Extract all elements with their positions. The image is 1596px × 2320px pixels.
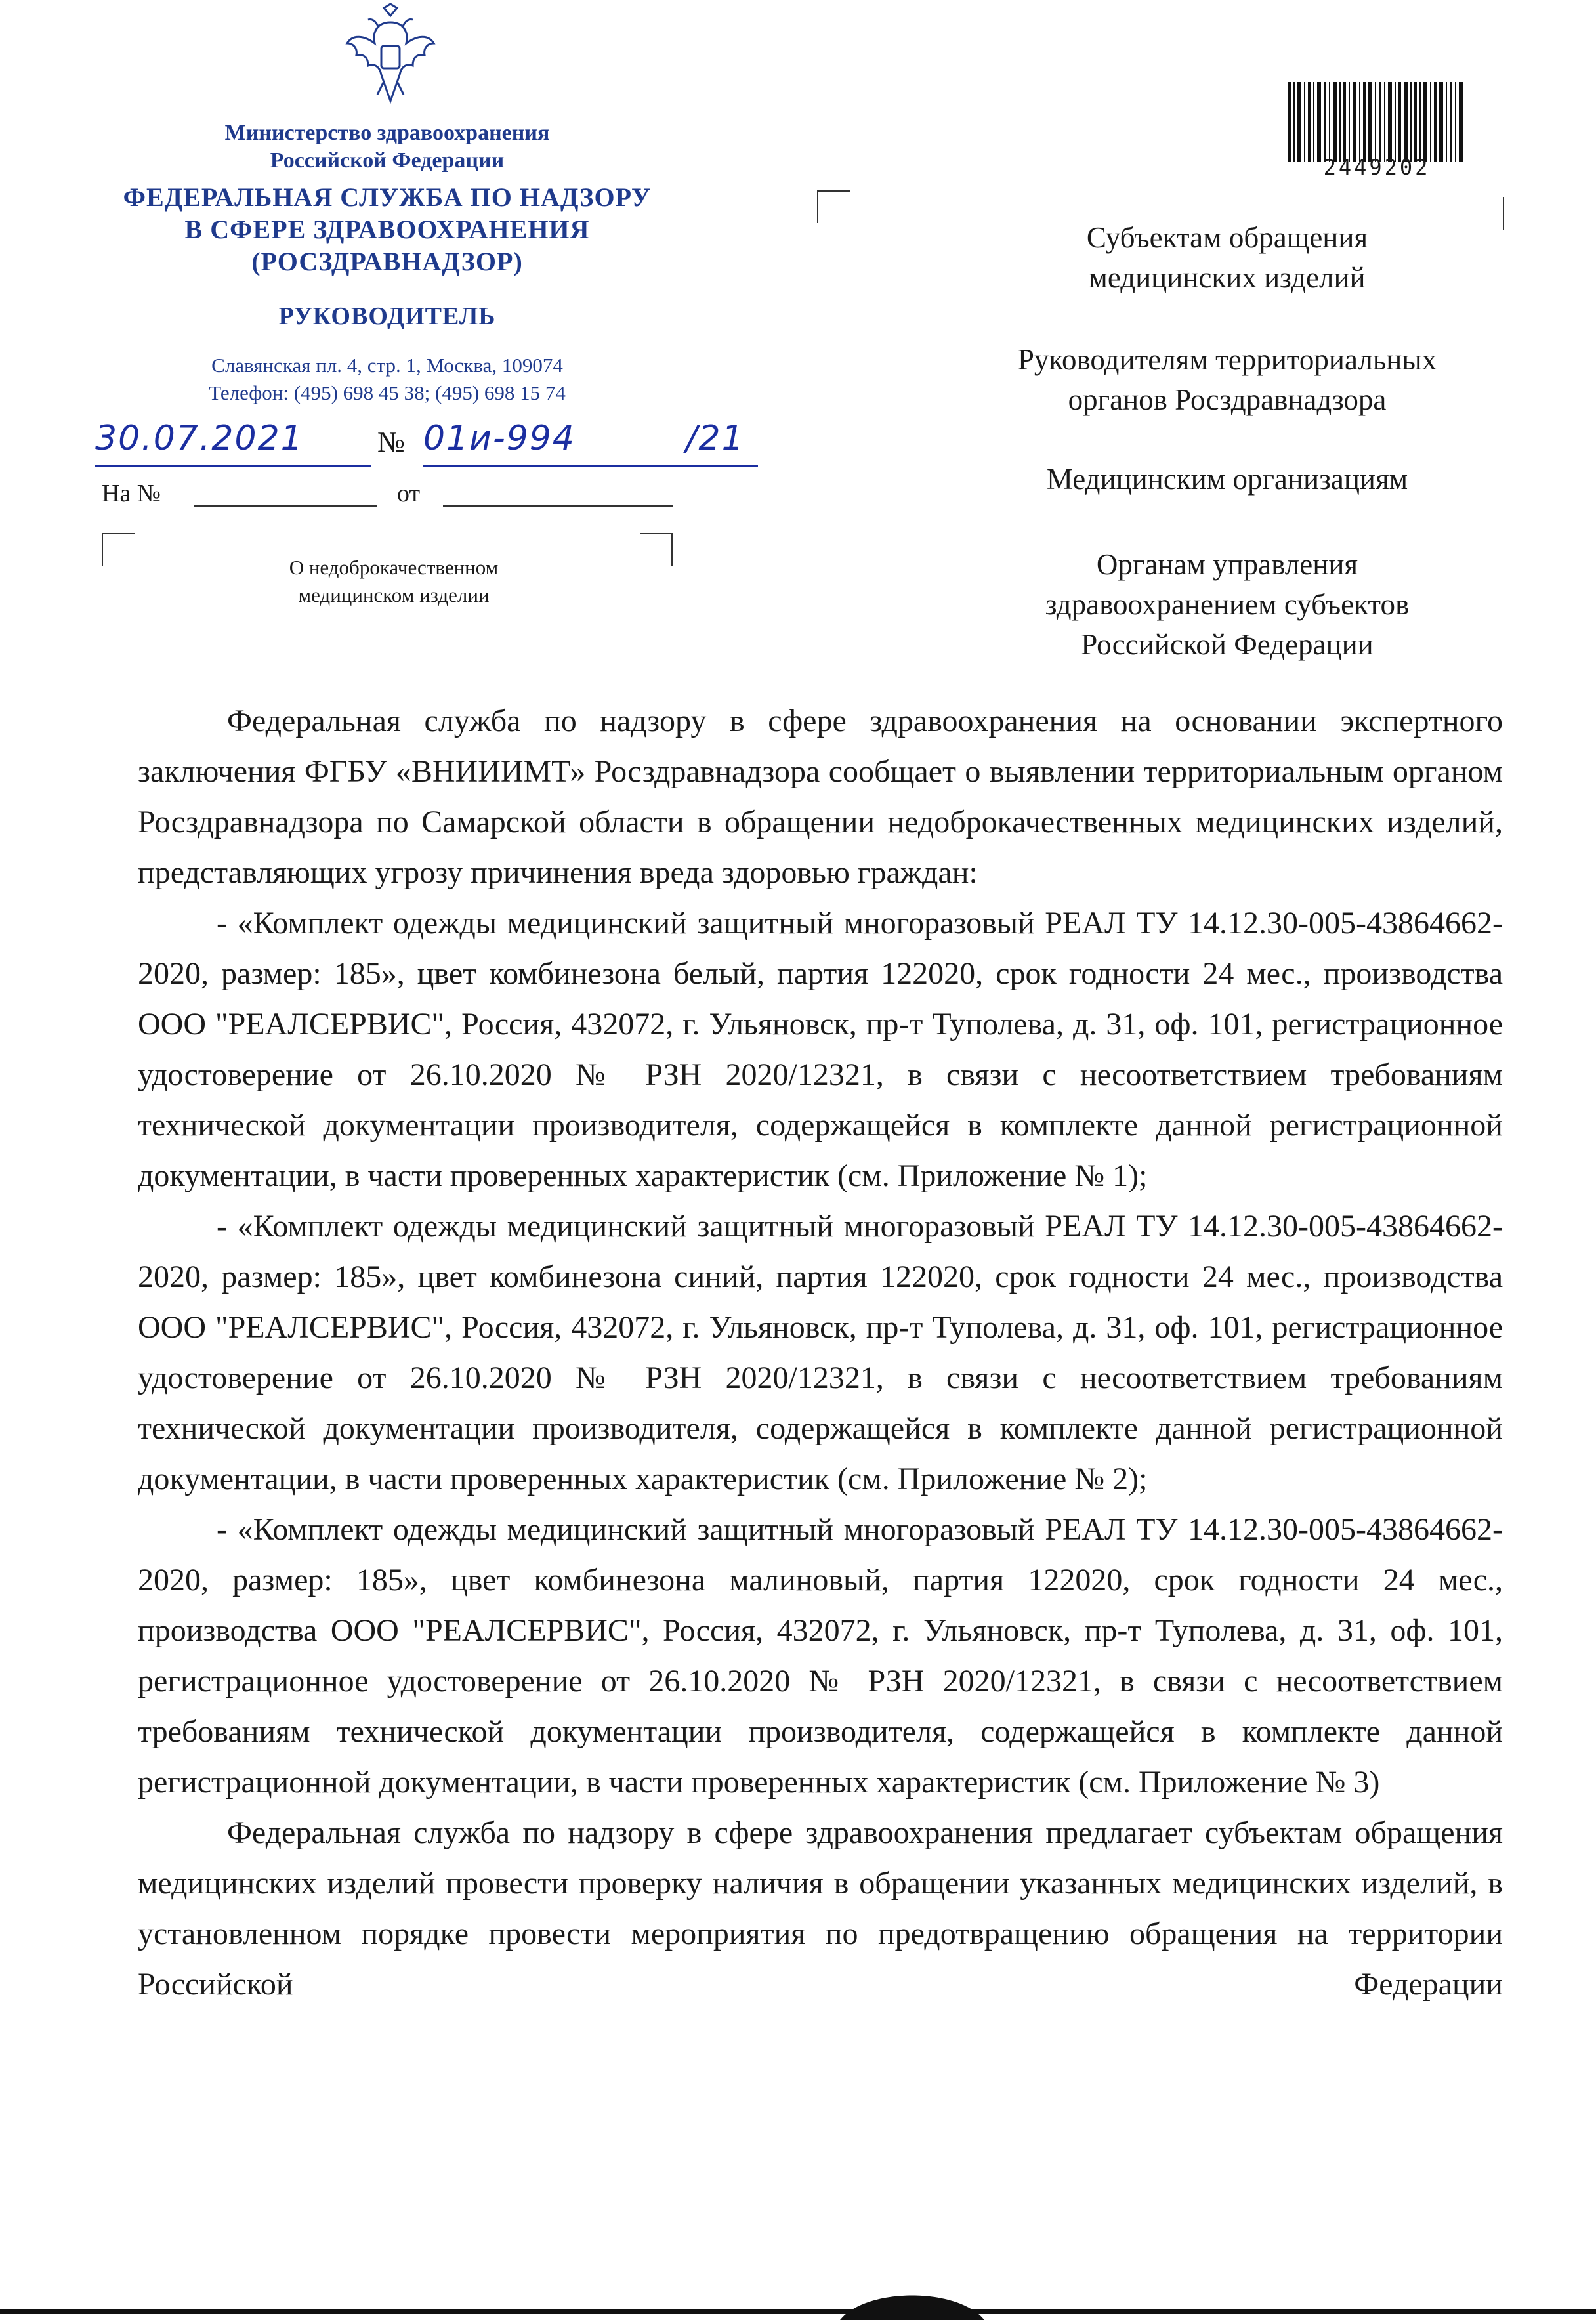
subject-corner-right [640,533,673,566]
recipient-4-line-3: Российской Федерации [1081,628,1374,661]
barcode [1288,82,1465,162]
subject [158,554,630,609]
recipient-corner-left [817,190,850,223]
address-block [118,352,656,407]
recipient-4-line-2: здравоохранением субъектов [1045,588,1410,621]
recipient-3-line-1: Медицинским организациям [1046,463,1408,496]
subject-corner-left [102,533,135,566]
ot-date-blank [443,479,673,507]
registration-number: 01и-994 [423,419,576,458]
recipient-1 [906,218,1549,298]
na-number-blank [194,479,377,507]
recipient-1-line-2: медицинских изделий [1089,261,1366,294]
recipient-2 [906,340,1549,420]
recipient-4 [906,545,1549,665]
recipient-1-line-1: Субъектам обращения [1086,221,1368,254]
intro-paragraph: Федеральная служба по надзору в сфере здравоохранения на основании экспертного заключения ФГБУ «ВНИИИМТ» Росздравнадзора сообщает о выявлении территориальным органом Росздравнадзора по Самарской области в обращении недоброкачественных медицинских изделий, представляющих угрозу причинения вреда здоровью граждан: [138,704,1503,890]
registration-suffix: /21 [686,419,745,458]
registration-date: 30.07.2021 [95,419,304,458]
item-2: - «Комплект одежды медицинский защитный многоразовый РЕАЛ ТУ 14.12.30-005-43864662-2020, размер: 185», цвет комбинезона синий, партия 122020, срок годности 24 мес., производства ООО "РЕАЛСЕРВИС", Россия, 432072, г. Ульяновск, пр-т Туполева, д. 31, оф. 101, регистрационное удостоверение от 26.10.2020 № РЗН 2020/12321, в связи с несоответствием требованиям технической документации производителя, содержащейся в комплекте данной регистрационной документации, в части проверенных характеристик (см. Приложение № 2); [138,1209,1503,1496]
ot-label: от [397,480,421,507]
subject-line-2: медицинском изделии [298,583,490,606]
scan-edge-mark [840,2281,984,2320]
letter-body [138,696,1503,2010]
address: Славянская пл. 4, стр. 1, Москва, 109074 [211,354,563,377]
service-line-3: (РОСЗДРАВНАДЗОР) [251,247,523,276]
recipient-3 [906,459,1549,499]
ministry-name [118,119,656,175]
recipient-2-line-2: органов Росздравнадзора [1068,383,1387,416]
service-line-1: ФЕДЕРАЛЬНАЯ СЛУЖБА ПО НАДЗОРУ [123,182,652,212]
barcode-number: 2449202 [1323,155,1431,180]
ministry-line-2: Российской Федерации [270,148,505,173]
number-sign: № [377,426,405,458]
recipient-4-line-1: Органам управления [1096,548,1358,581]
subject-line-1: О недоброкачественном [289,556,499,579]
closing-paragraph: Федеральная служба по надзору в сфере здравоохранения предлагает субъектам обращения медицинских изделий провести проверку наличия в обращении указанных медицинских изделий, в установленном порядке провести мероприятия по предотвращению обращения на территории Российской Федерации [138,1815,1503,2002]
coat-of-arms-icon [338,3,443,108]
service-line-2: В СФЕРЕ ЗДРАВООХРАНЕНИЯ [184,215,590,244]
registration-row [95,413,751,473]
phone: Телефон: (495) 698 45 38; (495) 698 15 74 [209,381,566,404]
head-title: РУКОВОДИТЕЛЬ [278,303,496,330]
item-1: - «Комплект одежды медицинский защитный многоразовый РЕАЛ ТУ 14.12.30-005-43864662-2020, размер: 185», цвет комбинезона белый, партия 122020, срок годности 24 мес., производства ООО "РЕАЛСЕРВИС", Россия, 432072, г. Ульяновск, пр-т Туполева, д. 31, оф. 101, регистрационное удостоверение от 26.10.2020 № РЗН 2020/12321, в связи с несоответствием требованиям технической документации производителя, содержащейся в комплекте данной регистрационной документации, в части проверенных характеристик (см. Приложение № 1); [138,906,1503,1193]
ministry-line-1: Министерство здравоохранения [224,121,550,145]
service-name [85,181,689,278]
item-3: - «Комплект одежды медицинский защитный многоразовый РЕАЛ ТУ 14.12.30-005-43864662-2020, размер: 185», цвет комбинезона малиновый, партия 122020, срок годности 24 мес., производства ООО "РЕАЛСЕРВИС", Россия, 432072, г. Ульяновск, пр-т Туполева, д. 31, оф. 101, регистрационное удостоверение от 26.10.2020 № РЗН 2020/12321, в связи с несоответствием требованиям технической документации производителя, содержащейся в комплекте данной регистрационной документации, в части проверенных характеристик (см. Приложение № 3) [138,1512,1503,1800]
reference-row [102,479,679,518]
scan-bottom-edge [0,2309,1596,2314]
recipient-2-line-1: Руководителям территориальных [1017,343,1437,376]
na-label: На № [102,480,161,507]
